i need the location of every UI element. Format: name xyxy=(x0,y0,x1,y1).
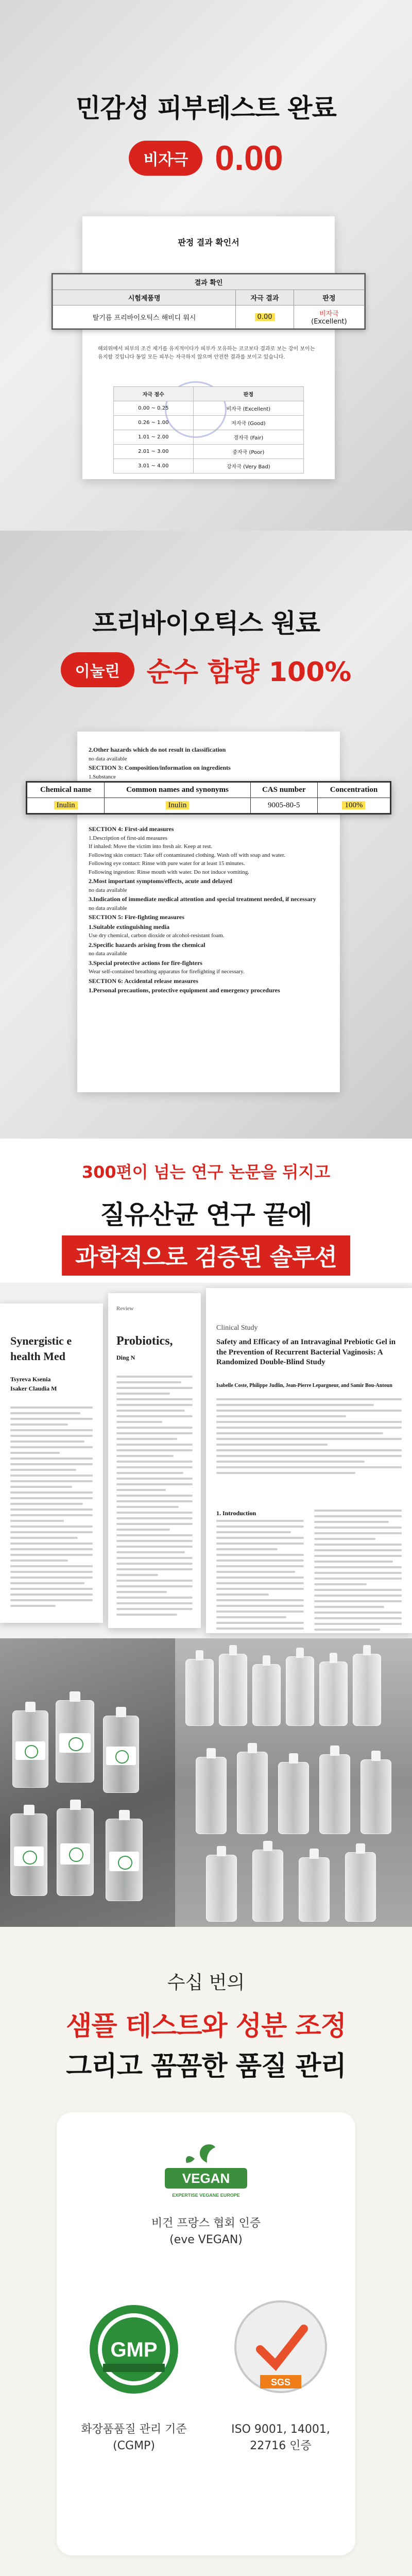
svg-text:VEGAN: VEGAN xyxy=(182,2171,230,2186)
result-table-zoom xyxy=(52,273,366,330)
vegan-caption: 비건 프랑스 협회 인증 (eve VEGAN) xyxy=(151,2217,261,2246)
verified-solution-banner: 과학적으로 검증된 솔루션 xyxy=(62,1235,350,1276)
sgs-certification-logo-icon xyxy=(232,2298,330,2401)
column-header: 시험제품명 xyxy=(53,290,236,306)
paper-left: Synergistic e health Med Tsyreva Ksenia Isaker Claudia M xyxy=(0,1303,103,1623)
verdict-cell: 비자극 (Excellent) xyxy=(294,306,364,329)
non-irritant-badge: 비자극 xyxy=(129,141,202,176)
result-cell: 0.00 xyxy=(236,306,294,329)
column-header: 판정 xyxy=(294,290,364,306)
section-title: 민감성 피부테스트 완료 xyxy=(76,93,336,123)
text-lines xyxy=(314,1510,402,1633)
column-header: Common names and synonyms xyxy=(105,783,250,798)
section-title: 프리바이오틱스 원료 xyxy=(92,608,320,638)
sensitivity-test-section xyxy=(0,0,412,531)
document-heading: 판정 결과 확인서 xyxy=(178,238,239,247)
cas-number-cell: 9005-80-5 xyxy=(250,798,317,814)
test-certificate-document xyxy=(82,216,347,479)
eve-vegan-logo-icon xyxy=(164,2138,248,2199)
svg-text:SGS: SGS xyxy=(270,2377,291,2387)
product-photos-section xyxy=(0,1638,412,1927)
paper-right: Clinical Study Safety and Efficacy of an Intravaginal Prebiotic Gel in the Prevention of Recurrent Bacterial Vaginosis: A Randomized Double-Blind Study Isabelle Coste, Philippe Judlin, Jean-Pierre Lepargneur, and Samir Bou-Antoun 1. Introduction xyxy=(206,1288,412,1633)
sample-vials-photo xyxy=(175,1638,412,1927)
sample-bottles-photo xyxy=(0,1638,175,1927)
paper-middle: Review Probiotics, Ding N xyxy=(108,1293,201,1628)
inulin-badge: 이눌린 xyxy=(61,652,134,687)
text-lines xyxy=(10,1406,93,1611)
text-lines xyxy=(116,1376,193,1619)
research-headline-section xyxy=(0,1139,412,1283)
quality-title-line2: 그리고 꼼꼼한 품질 관리 xyxy=(66,2051,346,2082)
purity-headline: 순수 함량 100% xyxy=(146,657,352,688)
irritation-score: 0.00 xyxy=(215,139,283,178)
quality-subtitle: 수십 번의 xyxy=(167,1972,245,1993)
table-caption: 결과 확인 xyxy=(53,275,365,290)
research-subtitle: 300편이 넘는 연구 논문을 뒤지고 xyxy=(81,1162,331,1182)
svg-text:GMP: GMP xyxy=(110,2338,158,2361)
msds-document: 2.Other hazards which do not result in classification no data available SECTION 3: Composition/information on ingredients 1.Substance Chemical name Common names and synonyms CAS number Concentration Inulin Inulin 9005-80-5 100% SECTION 4: First-aid measures 1.Description of first-aid measures If inhaled: Move the victim into fresh air. Keep at rest. Following skin contact: Take off contaminated clothing. Wash off with soap and water. Following eye contact: Rinse with pure water for at least 15 minutes. Following ingestion: Rinse mouth with water. Do not induce vomiting. 2.Most important symptoms/effects, acute and delayed no data available 3.Indication of immediate medical attention and special treatment needed, if necessary no data available SECTION 5: Fire-fighting measures 1.Suitable extinguishing media Use dry chemical, carbon dioxide or alcohol-resistant foam. 2.Specific hazards arising from the chemical no data available 3.Special protective actions for fire-fighters Wear self-contained breathing apparatus for firefighting if necessary. SECTION 6: Accidental release measures 1.Personal precautions, protective equipment and emergency procedures xyxy=(77,732,340,1092)
column-header: 자극 결과 xyxy=(236,290,294,306)
text-lines xyxy=(216,1520,304,1633)
scoring-criteria-table: 자극 점수 판정 0.00 ~ 0.25 비자극 (Excellent) 0.26 ~ 1.00 저자극 (Good) 1.01 ~ 2.00 경자극 (Fair) 2.01 ~ 3.00 중자극 (Poor) 3.01 ~ 4.00 강자극 (Very Bad) xyxy=(113,386,304,473)
concentration-cell: 100% xyxy=(317,798,390,814)
prebiotic-ingredient-section xyxy=(0,531,412,1139)
gmp-caption: 화장품품질 관리 기준 (CGMP) xyxy=(81,2423,187,2452)
msds-body-text: SECTION 4: First-aid measures 1.Description of first-aid measures If inhaled: Move the victim into fresh air. Keep at rest. Following skin contact: Take off contaminated clothing. Wash off with soap and water. Following eye contact: Rinse with pure water for at least 15 minutes. Following ingestion: Rinse mouth with water. Do not induce vomiting. 2.Most important symptoms/effects, acute and delayed no data available 3.Indication of immediate medical attention and special treatment needed, if necessary no data available SECTION 5: Fire-fighting measures 1.Suitable extinguishing media Use dry chemical, carbon dioxide or alcohol-resistant foam. 2.Specific hazards arising from the chemical no data available 3.Special protective actions for fire-fighters Wear self-contained breathing apparatus for firefighting if necessary. SECTION 6: Accidental release measures 1.Personal precautions, protective equipment and emergency procedures xyxy=(89,825,316,994)
document-paragraph: 해외위에서 피부의 조건 제기를 유지적이다가 피부가 모유하는 코코보다 결과로 보는 강이 보이는 유지할 것입니다 동일 모든 피부는 자극하지 않으며 안전한 결과를 보이고 있습니다. xyxy=(98,346,315,360)
sgs-caption: ISO 9001, 14001, 22716 인증 xyxy=(231,2423,330,2452)
research-papers-section xyxy=(0,1283,412,1638)
product-name-cell: 탈기름 프리바이오틱스 해비디 워시 xyxy=(53,306,236,329)
column-header: Concentration xyxy=(317,783,390,798)
quality-title-line1: 샘플 테스트와 성분 조정 xyxy=(66,2011,346,2042)
certifications-card xyxy=(57,2112,355,2555)
column-header: Chemical name xyxy=(27,783,105,798)
svg-text:EXPERTISE VEGANE EUROPE: EXPERTISE VEGANE EUROPE xyxy=(172,2193,240,2198)
common-name-cell: Inulin xyxy=(105,798,250,814)
gmp-logo-icon xyxy=(88,2303,180,2396)
ingredient-row xyxy=(0,650,412,689)
research-title: 질유산균 연구 끝에 xyxy=(100,1200,312,1230)
abstract-lines xyxy=(216,1398,402,1478)
chemical-name-cell: Inulin xyxy=(27,798,105,814)
column-header: CAS number xyxy=(250,783,317,798)
quality-control-section xyxy=(0,1927,412,2576)
result-row xyxy=(0,138,412,178)
composition-table-zoom xyxy=(26,781,391,815)
